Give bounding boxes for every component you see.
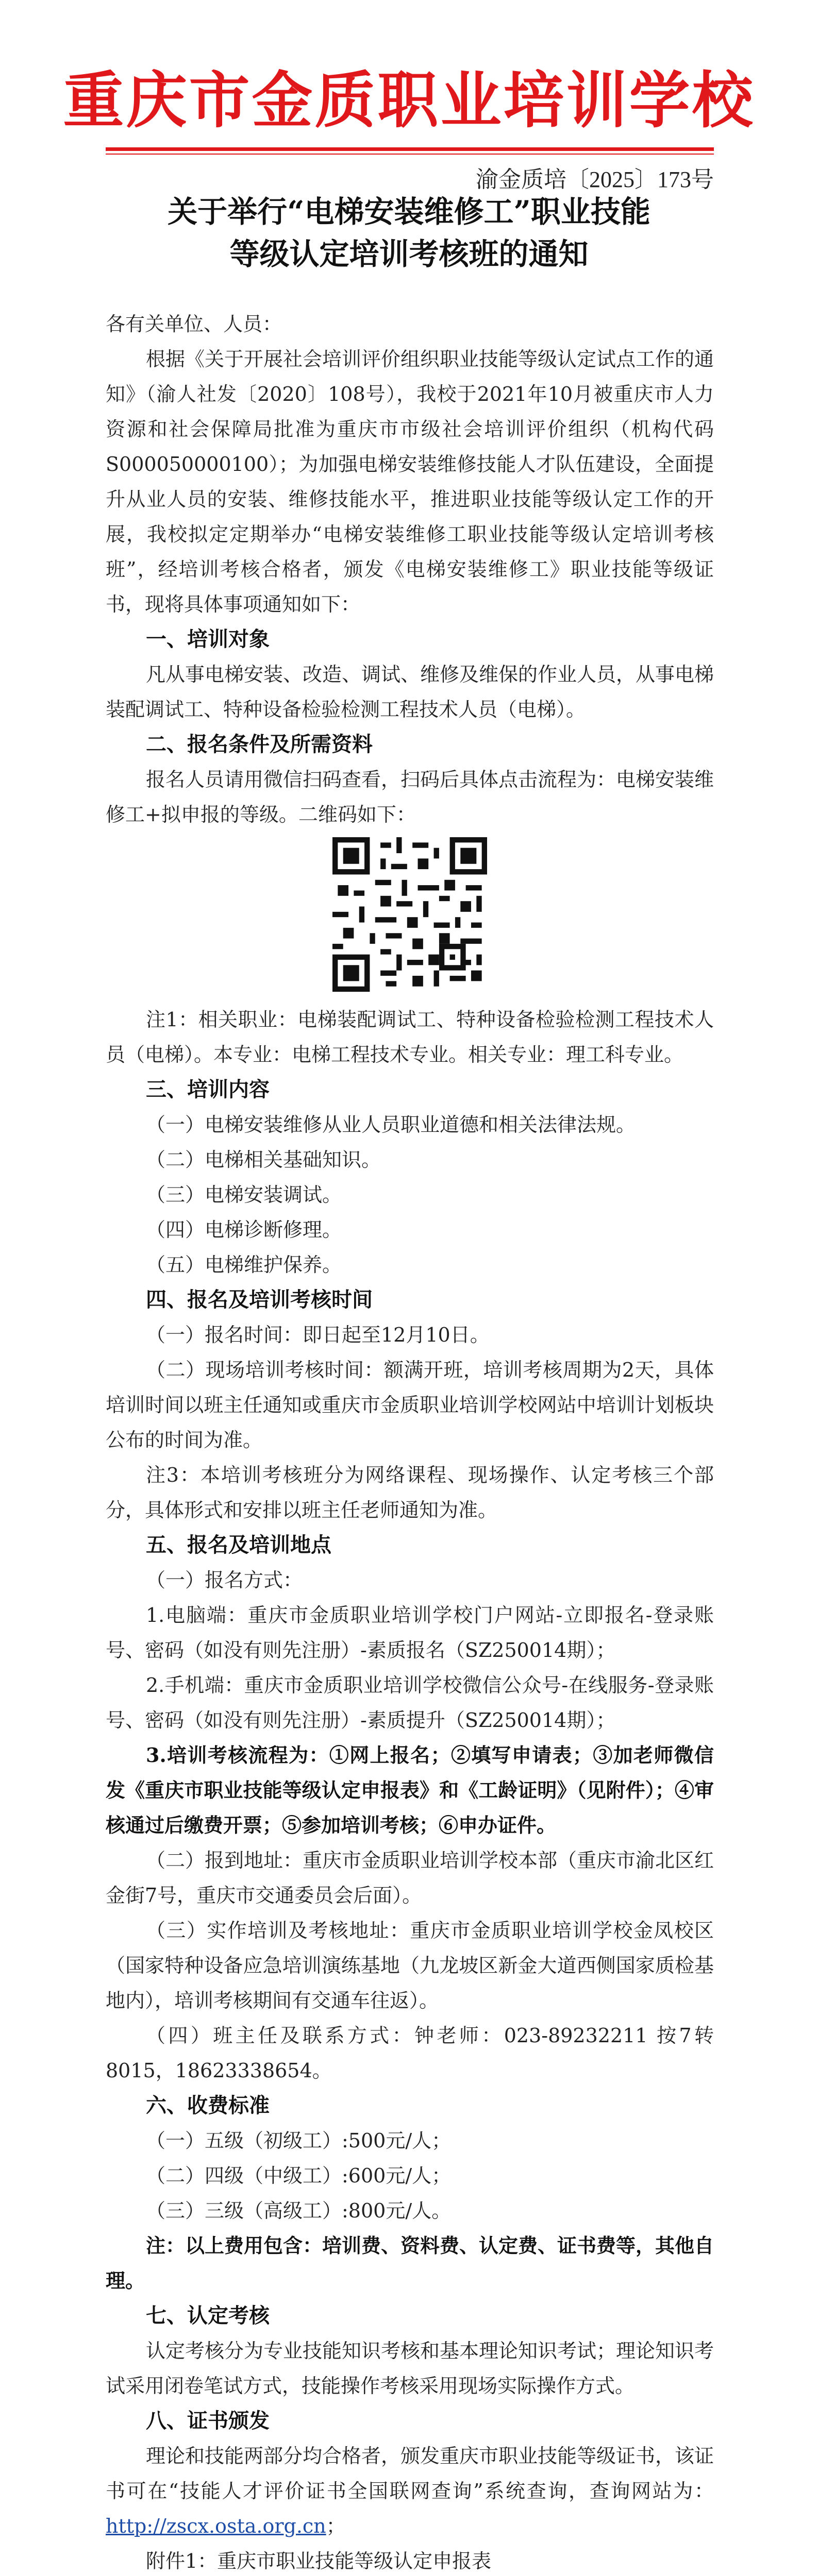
training-item: （四）电梯诊断修理。 — [146, 1218, 342, 1241]
attachment-1: 附件1：重庆市职业技能等级认定申报表 — [146, 2550, 492, 2572]
registration-qr-container — [106, 832, 714, 1002]
registration-pc: 1.电脑端：重庆市金质职业培训学校门户网站-立即报名-登录账号、密码（如没有则先注册）-素质报名（SZ250014期）； — [106, 1604, 714, 1662]
notice-body — [106, 307, 714, 2576]
assessment-body: 认定考核分为专业技能知识考核和基本理论知识考试；理论知识考试采用闭卷笔试方式，技能操作考核采用现场实际操作方式。 — [106, 2340, 714, 2397]
training-item: （五）电梯维护保养。 — [146, 1253, 342, 1276]
registration-method: （一）报名方式： — [146, 1569, 303, 1591]
section-2-body: 报名人员请用微信扫码查看，扫码后具体点击流程为：电梯安装维修工+拟申报的等级。二维码如下： — [106, 768, 714, 826]
school-name-header: 重庆市金质职业培训学校 — [63, 64, 755, 136]
section-heading-8: 八、证书颁发 — [146, 2409, 270, 2433]
section-heading-7: 七、认定考核 — [146, 2304, 270, 2328]
certificate-body-end: ； — [326, 2515, 346, 2537]
contact-info: （四）班主任及联系方式：钟老师：023-89232211 按7转8015，18623338654。 — [106, 2024, 714, 2082]
training-process: 3.培训考核流程为：①网上报名；②填写申请表；③加老师微信发《重庆市职业技能等级认定申报表》和《工龄证明》（见附件）；④审核通过后缴费开票；⑤参加培训考核；⑥申办证件。 — [106, 1743, 714, 1837]
intro-paragraph: 根据《关于开展社会培训评价组织职业技能等级认定试点工作的通知》（渝人社发〔2020〕108号），我校于2021年10月被重庆市人力资源和社会保障局批准为重庆市市级社会培训评价组织（机构代码S000050000100）；为加强电梯安装维修技能人才队伍建设，全面提升从业人员的安装、维修技能水平，推进职业技能等级认定工作的开展，我校拟定定期举办“电梯安装维修工职业技能等级认定培训考核班”，经培训考核合格者，颁发《电梯安装维修工》职业技能等级证书，现将具体事项通知如下： — [106, 348, 714, 616]
registration-time: （一）报名时间：即日起至12月10日。 — [146, 1324, 490, 1346]
notice-title-line2: 等级认定培训考核班的通知 — [229, 236, 589, 272]
training-time: （二）现场培训考核时间：额满开班，培训考核周期为2天，具体培训时间以班主任通知或重庆市金质职业培训学校网站中培训计划板块公布的时间为准。 — [106, 1359, 714, 1451]
certificate-body-text: 理论和技能两部分均合格者，颁发重庆市职业技能等级证书，该证书可在“技能人才评价证书全国联网查询”系统查询，查询网站为： — [106, 2445, 714, 2502]
fee-item: （一）五级（初级工）:500元/人； — [146, 2129, 452, 2152]
section-heading-1: 一、培训对象 — [146, 628, 270, 651]
header-divider-thin — [106, 154, 714, 155]
section-heading-4: 四、报名及培训考核时间 — [146, 1288, 373, 1312]
notice-title-line1: 关于举行“电梯安装维修工”职业技能 — [168, 194, 650, 229]
certificate-query-link[interactable]: http://zscx.osta.org.cn — [106, 2515, 326, 2537]
fee-note: 注：以上费用包含：培训费、资料费、认定费、证书费等，其他自理。 — [106, 2234, 714, 2292]
section-heading-2: 二、报名条件及所需资料 — [146, 733, 373, 756]
report-address: （二）报到地址：重庆市金质职业培训学校本部（重庆市渝北区红金街7号，重庆市交通委员会后面）。 — [106, 1849, 714, 1907]
salutation: 各有关单位、人员： — [106, 313, 282, 335]
section-heading-3: 三、培训内容 — [146, 1078, 270, 1101]
training-note: 注3：本培训考核班分为网络课程、现场操作、认定考核三个部分，具体形式和安排以班主任老师通知为准。 — [106, 1464, 714, 1521]
registration-qr-code[interactable] — [332, 837, 487, 992]
section-heading-6: 六、收费标准 — [146, 2094, 270, 2117]
training-item: （二）电梯相关基础知识。 — [146, 1148, 381, 1171]
training-item: （一）电梯安装维修从业人员职业道德和相关法律法规。 — [146, 1113, 636, 1136]
registration-mobile: 2.手机端：重庆市金质职业培训学校微信公众号-在线服务-登录账号、密码（如没有则先注册）-素质提升（SZ250014期）； — [106, 1674, 714, 1732]
section-heading-5: 五、报名及培训地点 — [146, 1533, 331, 1557]
document-number: 渝金质培〔2025〕173号 — [476, 167, 714, 192]
fee-item: （二）四级（中级工）:600元/人； — [146, 2164, 452, 2187]
certificate-body — [106, 2438, 714, 2544]
header-divider-thick — [106, 147, 714, 151]
section-2-note: 注1：相关职业：电梯装配调试工、特种设备检验检测工程技术人员（电梯）。本专业：电梯工程技术专业。相关专业：理工科专业。 — [106, 1008, 714, 1066]
fee-item: （三）三级（高级工）:800元/人。 — [146, 2199, 452, 2222]
section-1-body: 凡从事电梯安装、改造、调试、维修及维保的作业人员，从事电梯装配调试工、特种设备检验检测工程技术人员（电梯）。 — [106, 663, 714, 721]
practical-address: （三）实作培训及考核地址：重庆市金质职业培训学校金凤校区（国家特种设备应急培训演练基地（九龙坡区新金大道西侧国家质检基地内），培训考核期间有交通车往返）。 — [106, 1919, 714, 2012]
training-item: （三）电梯安装调试。 — [146, 1183, 342, 1206]
